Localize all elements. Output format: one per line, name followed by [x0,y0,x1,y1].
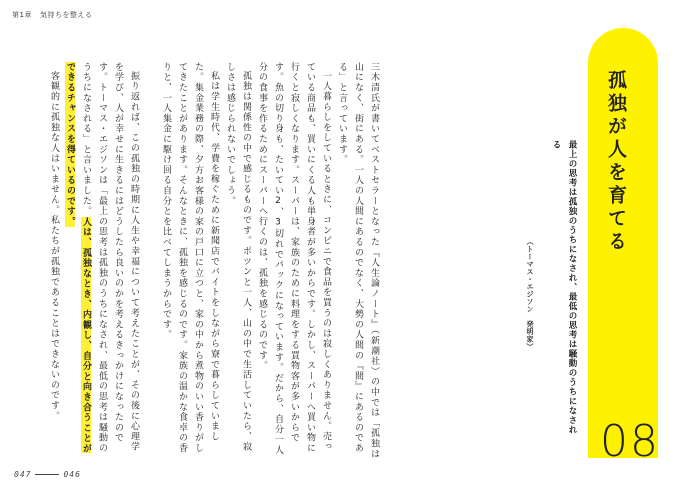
paragraph-3: 孤独は関係性の中で感じるものです。ポツンと一人、山の中で生活していたら、寂しさは感じられないでしょう。 [225,62,251,453]
paragraph-5-text: 振り返れば、この孤独の時期に人生や幸福について考えたことが、その後に心理学を学び、人が幸せに生きるにはどうしたら良いのかを考えるきっかけになったのです。トーマス・エジソンは「最上の思考は孤独のうちになされ、最低の思考は騒動のうちになされる」と言いました。 [81,62,139,454]
section-number: 08 [600,416,660,467]
paragraph-6: 客観的に孤独な人はいません。私たちが孤独であることはできないのです。 [49,71,59,422]
page-number-left: 047 [14,470,32,479]
running-header [12,10,100,20]
chapter-title: 気持ちを整える [39,11,93,19]
page-number-right: 046 [63,470,81,479]
paragraph-5 [62,62,142,462]
page-numbers [14,470,81,479]
paragraph-1: 三木清氏が書いてベストセラーとなった『人生論ノート』（新潮社）の中では「孤独は山になく、街にある。一人の人間にあるのでなく、大勢の人間の『間』にあるのである」と言っています。 [337,62,379,460]
paragraph-4: 私は学生時代、学費を稼ぐために新聞店でバイトをしながら寮で暮らしていました。集金業務の際、夕方お客様の家の戸口に立つと、家の中から煮物のいい香りがしてきたことがあります。そんなときに、孤独を感じるのです。家族の温かな食卓の香りと、一人集金に駆け回る自分とを比べてしまうからです。 [161,62,219,454]
page-number-dash [35,474,59,475]
epigraph-attribution: （トーマス・エジソン 発明家） [526,238,534,351]
chapter-label: 第1章 [12,11,32,19]
epigraph-quote: 最上の思考は孤独のうちになされ、最低の思考は騒動のうちになされる [551,140,577,435]
highlight-text: 人は、孤独なとき、内観し、自分と向き合うことができるチャンスを得ているのです。 [65,62,91,454]
section-title: 孤独が人を育てる [605,70,627,254]
body-text [30,62,382,462]
paragraph-2: 一人暮らしをしているときに、コンビニで食品を買うのは寂しくありません。売っている商品も、買いにくる人も単身者が多いからです。しかし、スーパーへ買い物に行くと寂しくなります。スーパーは、家族のために料理をする買物客が多いからです。魚の切り身も、たいてい2、3切れでパックになっています。だから、自分一人分の食事を作るためにスーパーへ行くのは、孤独を感じるのです。 [257,62,331,456]
